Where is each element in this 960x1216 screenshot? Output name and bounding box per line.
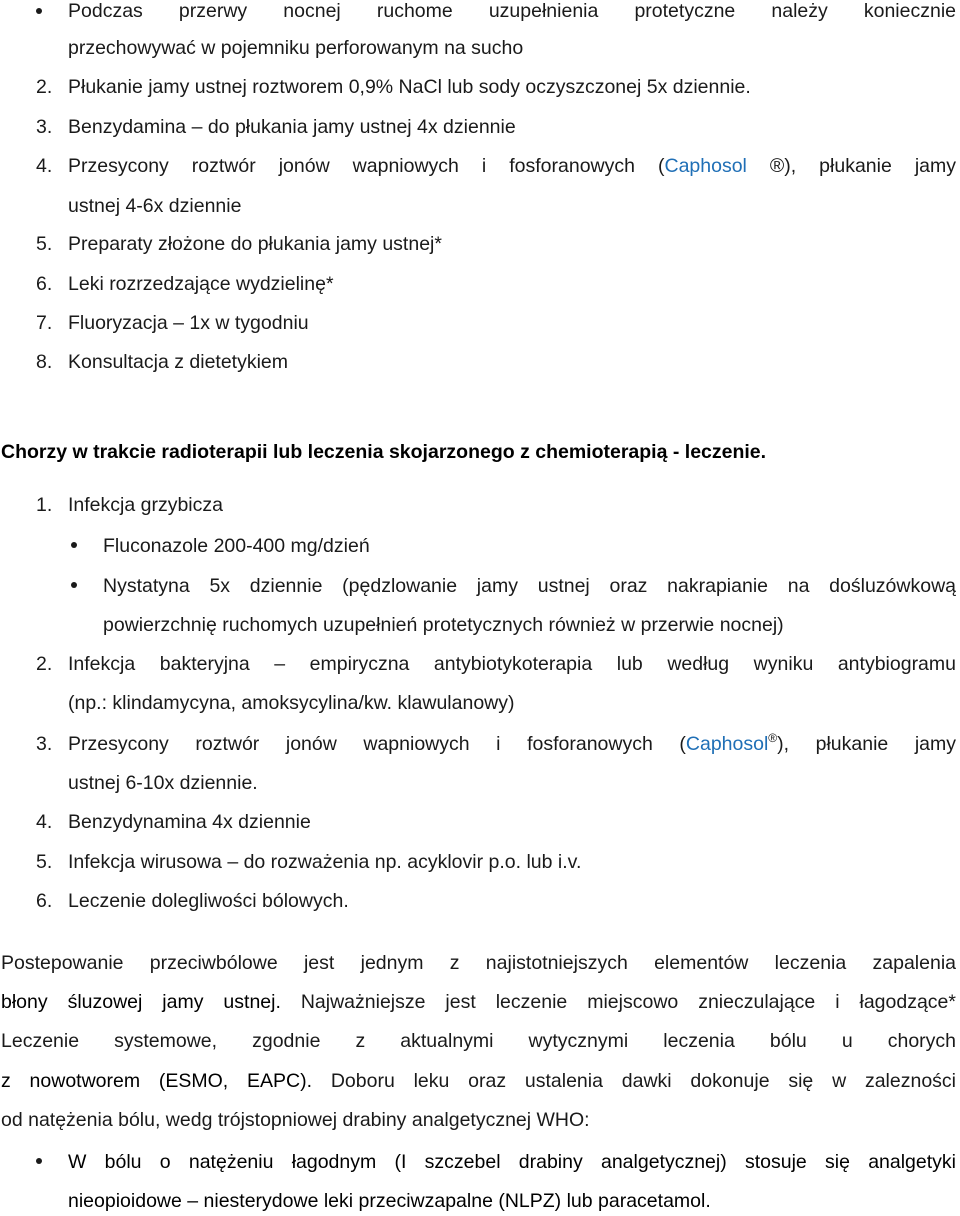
item-text-post: ), płukanie jamy: [777, 733, 956, 755]
caphosol-brand: Caphosol: [685, 733, 769, 755]
item-text-continued: ustnej 4-6x dziennie: [68, 195, 242, 217]
item-text-post: ), płukanie jamy: [784, 155, 956, 177]
item-text: Benzydynamina 4x dziennie: [68, 811, 311, 833]
item-number: 4.: [36, 155, 53, 177]
bullet-line-2: nieopioidowe – niesterydowe leki przeciwzapalne (NLPZ) lub paracetamol.: [68, 1190, 711, 1212]
paragraph-line: Leczenie systemowe, zgodnie z aktualnymi wytycznymi leczenia bólu u chorych: [1, 1030, 956, 1052]
bullet-icon: [36, 1158, 42, 1164]
paragraph-line-part: z nowotworem (ESMO, EAPC).: [1, 1070, 313, 1092]
paragraph-line: od natężenia bólu, wedg trójstopniowej drabiny analgetycznej WHO:: [1, 1109, 590, 1131]
item-number: 1.: [36, 494, 53, 516]
sub-bullet-line-1: Nystatyna 5x dziennie (pędzlowanie jamy ustnej oraz nakrapianie na dośluzówkową: [103, 575, 956, 597]
registered-mark: ®: [768, 731, 778, 745]
item-text-pre: Przesycony roztwór jonów wapniowych i fosforanowych (: [68, 155, 665, 177]
section-heading: Chorzy w trakcie radioterapii lub leczenia skojarzonego z chemioterapią - leczenie.: [1, 441, 767, 463]
item-number: 3.: [36, 116, 53, 138]
sub-bullet-text: Fluconazole 200-400 mg/dzień: [103, 535, 370, 557]
item-number: 6.: [36, 890, 53, 912]
bullet-line-1: Podczas przerwy nocnej ruchome uzupełnienia protetyczne należy koniecznie: [68, 0, 956, 22]
item-text: Infekcja wirusowa – do rozważenia np. acyklovir p.o. lub i.v.: [68, 851, 582, 873]
item-text: Konsultacja z dietetykiem: [68, 351, 289, 373]
item-number: 4.: [36, 811, 53, 833]
item-text: Benzydamina – do płukania jamy ustnej 4x dziennie: [68, 116, 516, 138]
item-text: Leki rozrzedzające wydzielinę*: [68, 273, 334, 295]
paragraph-line: Postepowanie przeciwbólowe jest jednym z najistotniejszych elementów leczenia zapalenia: [1, 952, 956, 974]
bullet-icon: [71, 542, 77, 548]
bullet-line-1: W bólu o natężeniu łagodnym (I szczebel drabiny analgetycznej) stosuje się analgetyki: [68, 1151, 956, 1173]
registered-mark: ®: [769, 155, 785, 177]
bullet-icon: [36, 8, 42, 14]
paragraph-line-part: błony śluzowej jamy ustnej.: [1, 991, 281, 1013]
item-number: 6.: [36, 273, 53, 295]
paragraph-line: [1, 1069, 956, 1093]
paragraph-line-part: Doboru leku oraz ustalenia dawki dokonuje się w zalezności: [312, 1070, 956, 1092]
item-text: Płukanie jamy ustnej roztworem 0,9% NaCl lub sody oczyszczonej 5x dziennie.: [68, 76, 751, 98]
bullet-line-2: przechowywać w pojemniku perforowanym na sucho: [68, 37, 524, 59]
item-number: 3.: [36, 733, 53, 755]
item-text-continued: (np.: klindamycyna, amoksycylina/kw. klawulanowy): [68, 692, 515, 714]
item-number: 2.: [36, 653, 53, 675]
item-number: 8.: [36, 351, 53, 373]
item-text: Leczenie dolegliwości bólowych.: [68, 890, 349, 912]
item-text: [68, 154, 956, 178]
bullet-icon: [71, 582, 77, 588]
caphosol-brand: Caphosol: [664, 155, 747, 177]
paragraph-line-part: Najważniejsze jest leczenie miejscowo znieczulające i łagodzące*: [280, 991, 956, 1013]
item-text-pre: Przesycony roztwór jonów wapniowych i fosforanowych (: [68, 733, 686, 755]
item-text-continued: ustnej 6-10x dziennie.: [68, 772, 258, 794]
item-text: Infekcja bakteryjna – empiryczna antybiotykoterapia lub według wyniku antybiogramu: [68, 653, 956, 675]
item-text: Fluoryzacja – 1x w tygodniu: [68, 312, 309, 334]
item-number: 2.: [36, 76, 53, 98]
item-text: Infekcja grzybicza: [68, 494, 223, 516]
item-text: Preparaty złożone do płukania jamy ustnej*: [68, 233, 442, 255]
sub-bullet-line-2: powierzchnię ruchomych uzupełnień protetycznych również w przerwie nocnej): [103, 614, 784, 636]
item-number: 5.: [36, 233, 53, 255]
item-number: 5.: [36, 851, 53, 873]
item-text: [68, 732, 956, 756]
item-number: 7.: [36, 312, 53, 334]
paragraph-line: [1, 990, 956, 1014]
